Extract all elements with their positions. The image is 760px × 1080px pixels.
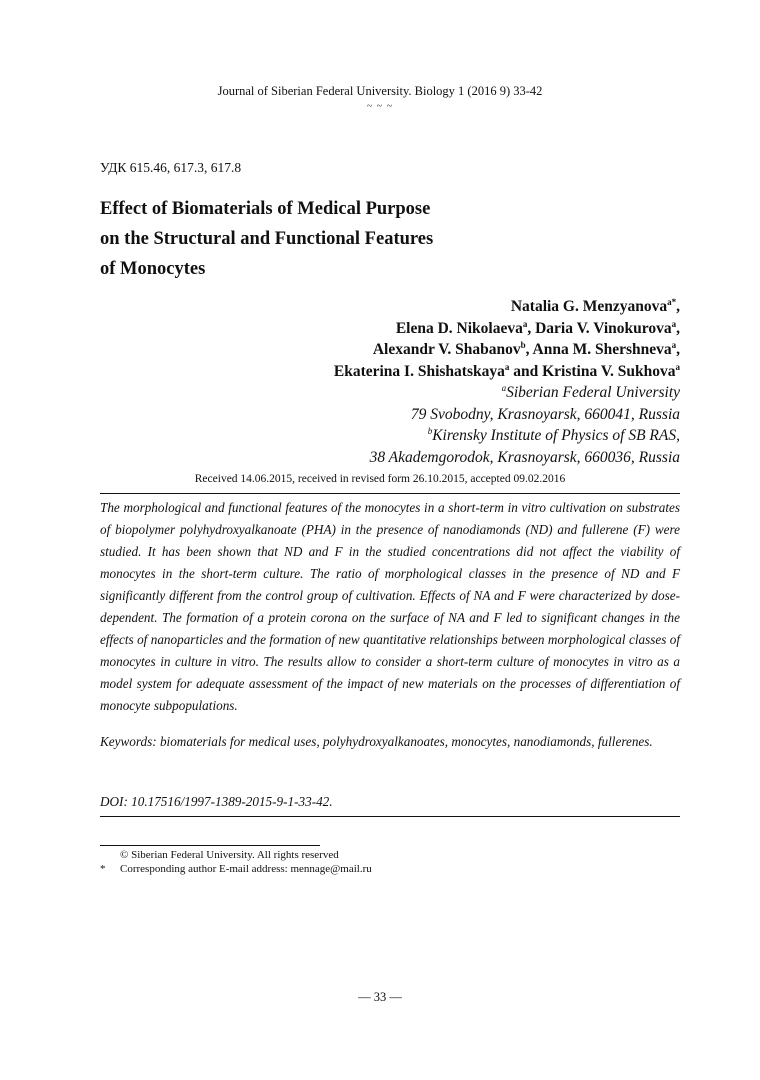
title-line: Effect of Biomaterials of Medical Purpose [100, 199, 431, 219]
page-number: — 33 — [358, 990, 402, 1004]
footnote-divider [100, 845, 320, 846]
title-line: of Monocytes [100, 259, 206, 279]
footnotes [100, 848, 372, 876]
author-affil-mark: a [522, 318, 528, 329]
article-title [100, 194, 520, 284]
author-name: Natalia G. Menzyanova [510, 298, 668, 315]
author-line: Alexandr V. Shabanov$^b$, Anna M. Shershneva$^a$, [372, 339, 680, 358]
affil-mark: b [427, 425, 433, 436]
footnote-mark: * [100, 863, 106, 875]
affiliation-b-name [334, 425, 680, 447]
author-conjunction: and [509, 362, 543, 380]
footnote-text: Corresponding author E-mail address: mennage@mail.ru [120, 863, 372, 875]
author-line: Elena D. Nikolaeva$^a$, Daria V. Vinokurova$^a$, [395, 318, 680, 337]
title-line: on the Structural and Functional Features [100, 229, 434, 249]
author-name: Elena D. Nikolaeva [395, 319, 523, 337]
affil-text: Siberian Federal University [506, 384, 680, 401]
author-affil-mark: a* [667, 296, 677, 307]
author-line [334, 361, 680, 383]
journal-header: Journal of Siberian Federal University. Biology 1 (2016 9) 33-42 [217, 84, 543, 98]
footnote-corresponding [100, 862, 372, 876]
author-affil-mark: a [671, 339, 677, 350]
abstract: The morphological and functional features of the monocytes in a short-term in vitro cultivation on substrates of biopolymer polyhydroxyalkanoate (PHA) in the presence of nanodiamonds (ND) and fullerene (F) were studied. It has been shown that ND and F in the studied concentrations did not affect the viability of monocytes in the short-term culture. The ratio of morphological classes in the presence of ND and F significantly different from the control group of cultivation. Effects of NA and F were characterized by dose-dependent. The formation of a protein corona on the surface of NA and F led to significant changes in the effects of nanoparticles and the formation of new quantitative relationships between morphological classes of monocytes in culture in vitro. The results allow to consider a short-term culture of monocytes in vitro as a model system for adequate assessment of the impact of new materials on the processes of differentiation of monocyte subpopulations. [100, 500, 680, 713]
author-name: Daria V. Vinokurova [535, 319, 672, 337]
author-affil-mark: a [671, 318, 677, 329]
author-block [334, 296, 680, 468]
udk-code: УДК 615.46, 617.3, 617.8 [100, 160, 242, 175]
header-ornament: ~ ~ ~ [366, 101, 394, 112]
author-affil-mark: a [504, 361, 510, 372]
author-name: Alexandr V. Shabanov [372, 341, 521, 358]
footnote-text: © Siberian Federal University. All rights reserved [120, 849, 339, 861]
author-line [334, 296, 680, 318]
doi: DOI: 10.17516/1997-1389-2015-9-1-33-42. [100, 794, 333, 809]
author-name: Ekaterina I. Shishatskaya [333, 362, 505, 380]
affiliation-b-address: 38 Akademgorodok, Krasnoyarsk, 660036, Russia [369, 448, 680, 466]
punct: , [676, 298, 680, 315]
affil-mark: a [501, 382, 507, 393]
keywords: Keywords: biomaterials for medical uses, polyhydroxyalkanoates, monocytes, nanodiamonds, fullerenes. [100, 734, 653, 749]
author-name: Kristina V. Sukhova [542, 362, 676, 380]
affil-text: Kirensky Institute of Physics of SB RAS, [432, 427, 680, 444]
footnote-copyright [100, 848, 372, 862]
author-affil-mark: b [520, 339, 526, 350]
affiliation-a-address: 79 Svobodny, Krasnoyarsk, 660041, Russia [410, 405, 680, 423]
received-dates: Received 14.06.2015, received in revised form 26.10.2015, accepted 09.02.2016 [194, 473, 566, 485]
author-affil-mark: a [675, 361, 680, 372]
affiliation-a-name [334, 382, 680, 404]
divider [100, 816, 680, 817]
author-name: Anna M. Shershneva [532, 341, 672, 358]
divider [100, 493, 680, 494]
